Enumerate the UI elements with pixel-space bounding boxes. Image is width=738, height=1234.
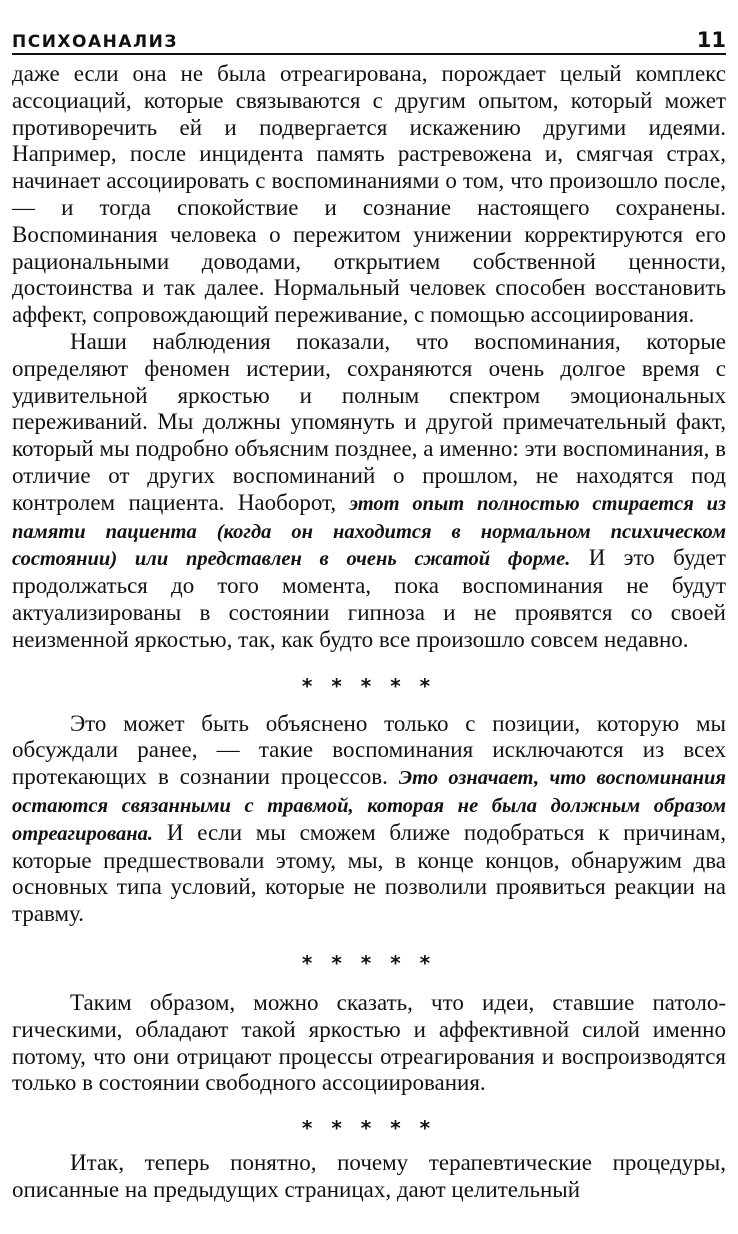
paragraph-3-text-end: И если мы сможем ближе подобраться к причинам, которые предшествовали этому, мы, в конце концов, обнаружим два основных типа условий, которые не позволили проявиться реакции на травму. [12,819,726,927]
section-separator-3: * * * * * [301,1116,437,1141]
paragraph-3 [12,711,726,928]
paragraph-2-text-end: И это будет продолжаться до того момента, пока воспоминания не будут актуализированы в состоянии гипноза и не проявятся со своей неизменной яркостью, так, как будто все произошло совсем недавно. [12,545,726,652]
paragraph-5: Итак, теперь понятно, почему терапевтические процедуры, описанные на предыдущих страницах, дают целительный [12,1150,726,1202]
paragraph-2 [12,329,726,654]
running-title: ПСИХОАНАЛИЗ [12,32,178,52]
section-separator-1: * * * * * [301,673,437,698]
page-number: 11 [696,28,726,52]
paragraph-2-text-start: Наши наблюдения показали, что воспоминания, которые определяют феномен истерии, сохраняются очень долгое время с удивительной яркостью и полным спектром эмоциональных переживаний. Мы должны упомянуть и другой примечательный факт, который мы подробно объясним позднее, а именно: эти воспоминания, в отличие от других воспоминаний о прошлом, не находятся под контролем пациента. Наоборот, [12,328,726,515]
running-header [12,26,726,55]
paragraph-2-emphasis: этот опыт полностью стирается из памяти пациента (когда он находится в нормальном психическом состоянии) или представлен в очень сжатой форме. [12,492,726,571]
book-page [12,26,726,1204]
body-text [12,61,726,1204]
paragraph-1: даже если она не была отреагирована, порождает целый комплекс ассоциаций, которые связываются с другим опытом, который может противоречить ей и подвергается искажению другими идеями. Например, после инцидента память растревожена и, смягчая страх, начинает ассоциировать с воспоминаниями о том, что произошло после, — и тогда спокойствие и сознание настоящего сохранены. Воспоминания человека о пережитом унижении корректируются его рациональными доводами, открытием собственной ценности, достоинства и так далее. Нормальный человек способен восстановить аффект, сопровождающий переживание, с помощью ассоциирования. [12,61,726,328]
paragraph-3-emphasis: Это означает, что воспоминания остаются связанными с травмой, которая не была должным образом отреагирована. [12,767,726,845]
paragraph-4: Таким образом, можно сказать, что идеи, ставшие патологическими, обладают такой яркостью и аффективной силой именно потому, что они отрицают процессы отреагирования и воспроизводятся только в состоянии свободного ассоциирования. [12,989,726,1096]
paragraph-3-text-start: Это может быть объяснено только с позиции, которую мы обсуждали ранее, — такие воспоминания исключаются из всех протекающих в сознании процессов. [12,710,726,790]
section-separator-2: * * * * * [301,950,437,975]
